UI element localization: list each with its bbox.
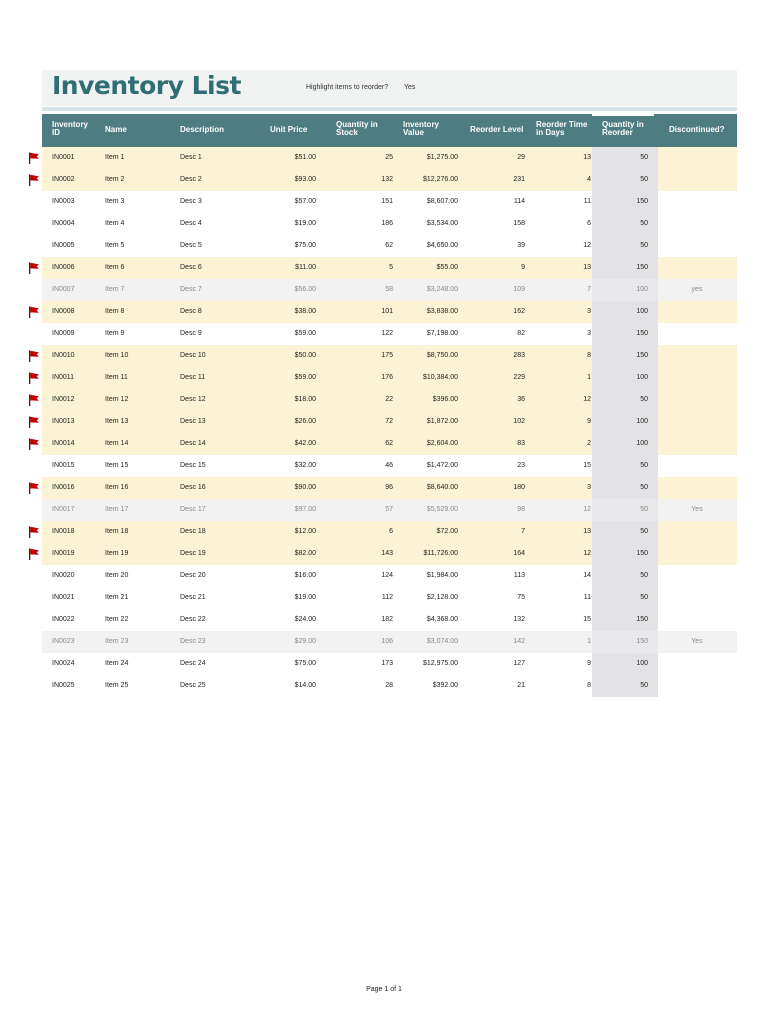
cell-quantity-in-reorder[interactable]: 150 [592, 631, 658, 653]
cell-reorder-time[interactable]: 1 [587, 638, 591, 645]
cell-name[interactable]: Item 8 [105, 308, 125, 315]
cell-inventory-id[interactable]: IN0004 [52, 220, 75, 227]
cell-unit-price[interactable]: $57.00 [294, 198, 316, 205]
cell-reorder-time[interactable]: 2 [587, 440, 591, 447]
cell-quantity-in-reorder[interactable]: 50 [592, 169, 658, 191]
cell-reorder-level[interactable]: 113 [513, 572, 525, 579]
cell-inventory-id[interactable]: IN0005 [52, 242, 75, 249]
cell-name[interactable]: Item 14 [105, 440, 129, 447]
cell-reorder-time[interactable]: 7 [587, 286, 591, 293]
inventory-table [42, 114, 737, 697]
cell-reorder-time[interactable]: 13 [583, 264, 591, 271]
cell-reorder-time[interactable]: 8 [587, 682, 591, 689]
cell-inventory-value[interactable]: $2,128.00 [426, 594, 458, 601]
cell-inventory-value[interactable]: $1,872.00 [426, 418, 458, 425]
cell-reorder-level[interactable]: 83 [517, 440, 525, 447]
cell-inventory-id[interactable]: IN0010 [52, 352, 75, 359]
cell-quantity-in-stock[interactable]: 28 [385, 682, 393, 689]
table-row[interactable] [42, 345, 737, 367]
cell-reorder-level[interactable]: 162 [513, 308, 525, 315]
cell-inventory-id[interactable]: IN0016 [52, 484, 75, 491]
table-row[interactable] [42, 587, 737, 609]
cell-quantity-in-stock[interactable]: 46 [385, 462, 393, 469]
red-flag-icon [28, 548, 40, 560]
cell-name[interactable]: Item 10 [105, 352, 129, 359]
cell-inventory-value[interactable]: $8,607.00 [426, 198, 458, 205]
header-reorder-time[interactable]: Reorder Time in Days [536, 120, 588, 137]
cell-description[interactable]: Desc 9 [180, 330, 202, 337]
cell-inventory-id[interactable]: IN0018 [52, 528, 75, 535]
cell-name[interactable]: Item 13 [105, 418, 129, 425]
cell-quantity-in-reorder[interactable]: 50 [592, 147, 658, 169]
cell-inventory-value[interactable]: $396.00 [432, 396, 458, 403]
cell-description[interactable]: Desc 25 [180, 682, 206, 689]
cell-quantity-in-stock[interactable]: 5 [389, 264, 393, 271]
header-quantity-in-stock[interactable]: Quantity in Stock [336, 120, 378, 137]
red-flag-icon [28, 174, 40, 186]
cell-description[interactable]: Desc 5 [180, 242, 202, 249]
cell-inventory-value[interactable]: $72.00 [436, 528, 458, 535]
cell-inventory-value[interactable]: $2,604.00 [426, 440, 458, 447]
cell-description[interactable]: Desc 12 [180, 396, 206, 403]
table-row[interactable] [42, 169, 737, 191]
cell-name[interactable]: Item 25 [105, 682, 129, 689]
cell-reorder-time[interactable]: 15 [583, 616, 591, 623]
cell-inventory-value[interactable]: $392.00 [432, 682, 458, 689]
table-row[interactable] [42, 675, 737, 697]
cell-description[interactable]: Desc 11 [180, 374, 206, 381]
cell-quantity-in-reorder[interactable]: 100 [592, 653, 658, 675]
cell-name[interactable]: Item 5 [105, 242, 125, 249]
cell-inventory-value[interactable]: $3,534.00 [426, 220, 458, 227]
cell-quantity-in-reorder[interactable]: 150 [592, 609, 658, 631]
cell-unit-price[interactable]: $38.00 [294, 308, 316, 315]
header-name[interactable]: Name [105, 125, 127, 134]
header-inventory-value[interactable]: Inventory Value [403, 120, 440, 137]
cell-unit-price[interactable]: $19.00 [294, 220, 316, 227]
red-flag-icon [28, 438, 40, 450]
cell-description[interactable]: Desc 21 [180, 594, 206, 601]
cell-inventory-id[interactable]: IN0020 [52, 572, 75, 579]
table-row[interactable] [42, 455, 737, 477]
cell-reorder-level[interactable]: 23 [517, 462, 525, 469]
cell-unit-price[interactable]: $26.00 [294, 418, 316, 425]
cell-unit-price[interactable]: $75.00 [294, 242, 316, 249]
cell-quantity-in-reorder[interactable]: 50 [592, 521, 658, 543]
cell-inventory-value[interactable]: $3,838.00 [426, 308, 458, 315]
cell-unit-price[interactable]: $50.00 [294, 352, 316, 359]
cell-inventory-id[interactable]: IN0012 [52, 396, 75, 403]
page-title: Inventory List [52, 71, 241, 100]
header-description[interactable]: Description [180, 125, 225, 134]
cell-quantity-in-stock[interactable]: 122 [381, 330, 393, 337]
table-row[interactable] [42, 367, 737, 389]
page-footer: Page 1 of 1 [366, 986, 402, 993]
cell-quantity-in-stock[interactable]: 186 [381, 220, 393, 227]
red-flag-icon [28, 394, 40, 406]
cell-reorder-time[interactable]: 6 [587, 220, 591, 227]
cell-inventory-value[interactable]: $1,984.00 [426, 572, 458, 579]
red-flag-icon [28, 152, 40, 164]
cell-name[interactable]: Item 21 [105, 594, 129, 601]
cell-quantity-in-reorder[interactable]: 150 [592, 323, 658, 345]
cell-inventory-value[interactable]: $8,640.00 [426, 484, 458, 491]
cell-unit-price[interactable]: $82.00 [294, 550, 316, 557]
cell-quantity-in-stock[interactable]: 62 [385, 440, 393, 447]
cell-quantity-in-reorder[interactable]: 50 [592, 455, 658, 477]
cell-quantity-in-stock[interactable]: 173 [381, 660, 393, 667]
cell-inventory-id[interactable]: IN0008 [52, 308, 75, 315]
cell-inventory-id[interactable]: IN0019 [52, 550, 75, 557]
cell-quantity-in-stock[interactable]: 101 [381, 308, 393, 315]
cell-name[interactable]: Item 9 [105, 330, 125, 337]
header-quantity-in-reorder[interactable]: Quantity in Reorder [602, 120, 644, 137]
cell-quantity-in-stock[interactable]: 58 [385, 286, 393, 293]
cell-inventory-value[interactable]: $4,650.00 [426, 242, 458, 249]
cell-reorder-time[interactable]: 4 [587, 176, 591, 183]
cell-unit-price[interactable]: $42.00 [294, 440, 316, 447]
cell-quantity-in-stock[interactable]: 132 [381, 176, 393, 183]
cell-inventory-id[interactable]: IN0021 [52, 594, 75, 601]
red-flag-icon [28, 416, 40, 428]
table-row[interactable] [42, 609, 737, 631]
cell-inventory-value[interactable]: $1,472.00 [426, 462, 458, 469]
cell-reorder-level[interactable]: 109 [513, 286, 525, 293]
cell-inventory-id[interactable]: IN0002 [52, 176, 75, 183]
cell-quantity-in-stock[interactable]: 182 [381, 616, 393, 623]
cell-description[interactable]: Desc 6 [180, 264, 202, 271]
cell-name[interactable]: Item 16 [105, 484, 129, 491]
cell-inventory-value[interactable]: $4,368.00 [426, 616, 458, 623]
cell-quantity-in-reorder[interactable]: 50 [592, 587, 658, 609]
cell-quantity-in-stock[interactable]: 175 [381, 352, 393, 359]
cell-quantity-in-reorder[interactable]: 150 [592, 345, 658, 367]
header-inventory-id[interactable]: Inventory ID [52, 120, 89, 137]
cell-reorder-time[interactable]: 9 [587, 660, 591, 667]
cell-unit-price[interactable]: $75.00 [294, 660, 316, 667]
cell-quantity-in-reorder[interactable]: 150 [592, 543, 658, 565]
cell-reorder-level[interactable]: 142 [513, 638, 525, 645]
cell-description[interactable]: Desc 17 [180, 506, 206, 513]
cell-reorder-time[interactable]: 3 [587, 308, 591, 315]
cell-quantity-in-reorder[interactable]: 100 [592, 367, 658, 389]
cell-unit-price[interactable]: $59.00 [294, 374, 316, 381]
red-flag-icon [28, 482, 40, 494]
cell-name[interactable]: Item 6 [105, 264, 125, 271]
cell-inventory-id[interactable]: IN0007 [52, 286, 75, 293]
cell-quantity-in-stock[interactable]: 106 [381, 638, 393, 645]
cell-discontinued[interactable]: Yes [691, 638, 703, 645]
cell-inventory-value[interactable]: $1,275.00 [426, 154, 458, 161]
cell-quantity-in-reorder[interactable]: 150 [592, 257, 658, 279]
cell-name[interactable]: Item 19 [105, 550, 129, 557]
cell-name[interactable]: Item 22 [105, 616, 129, 623]
cell-description[interactable]: Desc 23 [180, 638, 206, 645]
cell-reorder-level[interactable]: 36 [517, 396, 525, 403]
cell-quantity-in-reorder[interactable]: 100 [592, 433, 658, 455]
cell-description[interactable]: Desc 24 [180, 660, 206, 667]
cell-quantity-in-stock[interactable]: 62 [385, 242, 393, 249]
cell-name[interactable]: Item 2 [105, 176, 125, 183]
cell-inventory-value[interactable]: $5,529.00 [426, 506, 458, 513]
cell-reorder-level[interactable]: 82 [517, 330, 525, 337]
cell-reorder-time[interactable]: 12 [583, 550, 591, 557]
cell-inventory-id[interactable]: IN0009 [52, 330, 75, 337]
cell-quantity-in-stock[interactable]: 112 [381, 594, 393, 601]
cell-reorder-level[interactable]: 283 [513, 352, 525, 359]
cell-quantity-in-reorder[interactable]: 50 [592, 389, 658, 411]
cell-quantity-in-reorder[interactable]: 150 [592, 191, 658, 213]
cell-description[interactable]: Desc 16 [180, 484, 206, 491]
cell-reorder-time[interactable]: 12 [583, 506, 591, 513]
cell-discontinued[interactable]: yes [691, 286, 703, 293]
cell-unit-price[interactable]: $90.00 [294, 484, 316, 491]
cell-inventory-id[interactable]: IN0022 [52, 616, 75, 623]
table-row[interactable] [42, 521, 737, 543]
cell-quantity-in-reorder[interactable]: 50 [592, 675, 658, 697]
cell-reorder-level[interactable]: 180 [513, 484, 525, 491]
cell-quantity-in-stock[interactable]: 96 [385, 484, 393, 491]
cell-reorder-time[interactable]: 14 [583, 572, 591, 579]
cell-reorder-time[interactable]: 8 [587, 352, 591, 359]
cell-unit-price[interactable]: $32.00 [294, 462, 316, 469]
cell-quantity-in-stock[interactable]: 176 [381, 374, 393, 381]
table-row[interactable] [42, 433, 737, 455]
cell-name[interactable]: Item 20 [105, 572, 129, 579]
cell-reorder-level[interactable]: 132 [513, 616, 525, 623]
highlight-label: Highlight items to reorder? [306, 84, 389, 91]
cell-reorder-time[interactable]: 3 [587, 330, 591, 337]
table-body [42, 147, 737, 697]
cell-description[interactable]: Desc 10 [180, 352, 206, 359]
table-row[interactable] [42, 191, 737, 213]
cell-reorder-level[interactable]: 75 [517, 594, 525, 601]
cell-quantity-in-stock[interactable]: 6 [389, 528, 393, 535]
table-row[interactable] [42, 213, 737, 235]
cell-quantity-in-reorder[interactable]: 50 [592, 499, 658, 521]
cell-quantity-in-stock[interactable]: 22 [385, 396, 393, 403]
cell-inventory-id[interactable]: IN0015 [52, 462, 75, 469]
cell-inventory-id[interactable]: IN0006 [52, 264, 75, 271]
cell-reorder-time[interactable]: 9 [587, 418, 591, 425]
cell-reorder-time[interactable]: 11 [583, 198, 591, 205]
cell-reorder-time[interactable]: 3 [587, 484, 591, 491]
cell-reorder-level[interactable]: 229 [513, 374, 525, 381]
cell-name[interactable]: Item 11 [105, 374, 128, 381]
cell-inventory-id[interactable]: IN0013 [52, 418, 75, 425]
cell-unit-price[interactable]: $93.00 [294, 176, 316, 183]
cell-inventory-value[interactable]: $11,726.00 [423, 550, 458, 557]
cell-quantity-in-reorder[interactable]: 50 [592, 235, 658, 257]
cell-quantity-in-stock[interactable]: 151 [381, 198, 393, 205]
table-row[interactable] [42, 323, 737, 345]
cell-inventory-value[interactable]: $10,384.00 [422, 374, 458, 381]
cell-quantity-in-stock[interactable]: 143 [381, 550, 393, 557]
cell-name[interactable]: Item 1 [105, 154, 125, 161]
cell-name[interactable]: Item 17 [105, 506, 129, 513]
table-row[interactable] [42, 389, 737, 411]
table-row[interactable] [42, 257, 737, 279]
cell-inventory-value[interactable]: $7,198.00 [426, 330, 458, 337]
cell-quantity-in-stock[interactable]: 124 [381, 572, 393, 579]
cell-reorder-time[interactable]: 13 [583, 154, 591, 161]
cell-description[interactable]: Desc 19 [180, 550, 206, 557]
red-flag-icon [28, 350, 40, 362]
cell-inventory-id[interactable]: IN0003 [52, 198, 75, 205]
cell-inventory-value[interactable]: $12,975.00 [422, 660, 458, 667]
cell-inventory-id[interactable]: IN0011 [52, 374, 75, 381]
cell-inventory-id[interactable]: IN0025 [52, 682, 75, 689]
cell-unit-price[interactable]: $16.00 [294, 572, 316, 579]
cell-quantity-in-stock[interactable]: 25 [385, 154, 393, 161]
red-flag-icon [28, 372, 40, 384]
cell-reorder-level[interactable]: 21 [517, 682, 525, 689]
cell-quantity-in-reorder[interactable]: 100 [592, 411, 658, 433]
title-rule [42, 107, 737, 111]
cell-unit-price[interactable]: $14.00 [294, 682, 316, 689]
table-row[interactable] [42, 477, 737, 499]
cell-reorder-level[interactable]: 231 [513, 176, 525, 183]
header-unit-price[interactable]: Unit Price [270, 125, 308, 134]
red-flag-icon [28, 262, 40, 274]
cell-unit-price[interactable]: $56.00 [294, 286, 316, 293]
cell-name[interactable]: Item 18 [105, 528, 129, 535]
cell-reorder-time[interactable]: 12 [583, 396, 591, 403]
cell-inventory-id[interactable]: IN0023 [52, 638, 75, 645]
cell-name[interactable]: Item 7 [105, 286, 125, 293]
table-row[interactable] [42, 301, 737, 323]
red-flag-icon [28, 526, 40, 538]
cell-description[interactable]: Desc 4 [180, 220, 202, 227]
cell-reorder-level[interactable]: 164 [513, 550, 525, 557]
cell-inventory-value[interactable]: $3,248.00 [426, 286, 458, 293]
cell-description[interactable]: Desc 22 [180, 616, 206, 623]
cell-reorder-level[interactable]: 29 [517, 154, 525, 161]
cell-reorder-level[interactable]: 114 [513, 198, 525, 205]
cell-quantity-in-reorder[interactable]: 100 [592, 301, 658, 323]
cell-name[interactable]: Item 12 [105, 396, 129, 403]
cell-reorder-time[interactable]: 13 [583, 528, 591, 535]
cell-unit-price[interactable]: $19.00 [294, 594, 316, 601]
table-row[interactable] [42, 235, 737, 257]
cell-reorder-time[interactable]: 11 [583, 594, 591, 601]
cell-name[interactable]: Item 4 [105, 220, 125, 227]
cell-quantity-in-stock[interactable]: 72 [385, 418, 393, 425]
cell-reorder-level[interactable]: 7 [521, 528, 525, 535]
table-row[interactable] [42, 565, 737, 587]
header-discontinued[interactable]: Discontinued? [669, 125, 725, 134]
cell-name[interactable]: Item 3 [105, 198, 125, 205]
cell-reorder-level[interactable]: 9 [521, 264, 525, 271]
cell-description[interactable]: Desc 3 [180, 198, 202, 205]
table-row[interactable] [42, 543, 737, 565]
cell-description[interactable]: Desc 14 [180, 440, 206, 447]
cell-name[interactable]: Item 23 [105, 638, 129, 645]
red-flag-icon [28, 306, 40, 318]
cell-quantity-in-reorder[interactable]: 50 [592, 213, 658, 235]
cell-inventory-value[interactable]: $8,750.00 [426, 352, 458, 359]
cell-description[interactable]: Desc 15 [180, 462, 206, 469]
cell-quantity-in-reorder[interactable]: 50 [592, 565, 658, 587]
cell-reorder-time[interactable]: 12 [583, 242, 591, 249]
cell-inventory-id[interactable]: IN0001 [52, 154, 75, 161]
cell-description[interactable]: Desc 8 [180, 308, 202, 315]
cell-quantity-in-reorder[interactable]: 50 [592, 477, 658, 499]
cell-reorder-time[interactable]: 15 [583, 462, 591, 469]
table-row[interactable] [42, 279, 737, 301]
cell-unit-price[interactable]: $29.00 [294, 638, 316, 645]
cell-inventory-value[interactable]: $12,276.00 [422, 176, 458, 183]
cell-inventory-value[interactable]: $3,074.00 [426, 638, 458, 645]
highlight-value[interactable]: Yes [404, 84, 416, 91]
cell-description[interactable]: Desc 18 [180, 528, 206, 535]
cell-description[interactable]: Desc 13 [180, 418, 206, 425]
table-row[interactable] [42, 411, 737, 433]
cell-inventory-id[interactable]: IN0017 [52, 506, 75, 513]
cell-unit-price[interactable]: $59.00 [294, 330, 316, 337]
table-row[interactable] [42, 147, 737, 169]
cell-reorder-level[interactable]: 39 [517, 242, 525, 249]
table-row[interactable] [42, 499, 737, 521]
cell-inventory-value[interactable]: $55.00 [436, 264, 458, 271]
cell-unit-price[interactable]: $18.00 [294, 396, 316, 403]
cell-description[interactable]: Desc 1 [180, 154, 202, 161]
cell-unit-price[interactable]: $24.00 [294, 616, 316, 623]
cell-reorder-level[interactable]: 158 [513, 220, 525, 227]
cell-name[interactable]: Item 24 [105, 660, 129, 667]
cell-inventory-id[interactable]: IN0024 [52, 660, 75, 667]
cell-reorder-level[interactable]: 102 [513, 418, 525, 425]
cell-unit-price[interactable]: $12.00 [294, 528, 316, 535]
cell-name[interactable]: Item 15 [105, 462, 129, 469]
cell-reorder-level[interactable]: 127 [513, 660, 525, 667]
cell-discontinued[interactable]: Yes [691, 506, 703, 513]
cell-unit-price[interactable]: $97.00 [294, 506, 316, 513]
table-row[interactable] [42, 653, 737, 675]
cell-description[interactable]: Desc 2 [180, 176, 202, 183]
cell-reorder-time[interactable]: 1 [587, 374, 591, 381]
cell-unit-price[interactable]: $51.00 [294, 154, 316, 161]
cell-description[interactable]: Desc 20 [180, 572, 206, 579]
cell-quantity-in-reorder[interactable]: 100 [592, 279, 658, 301]
cell-quantity-in-stock[interactable]: 57 [385, 506, 393, 513]
table-row[interactable] [42, 631, 737, 653]
table-header [42, 114, 737, 147]
header-reorder-level[interactable]: Reorder Level [470, 125, 524, 134]
cell-inventory-id[interactable]: IN0014 [52, 440, 75, 447]
cell-reorder-level[interactable]: 98 [517, 506, 525, 513]
cell-unit-price[interactable]: $11.00 [295, 264, 316, 271]
cell-description[interactable]: Desc 7 [180, 286, 202, 293]
